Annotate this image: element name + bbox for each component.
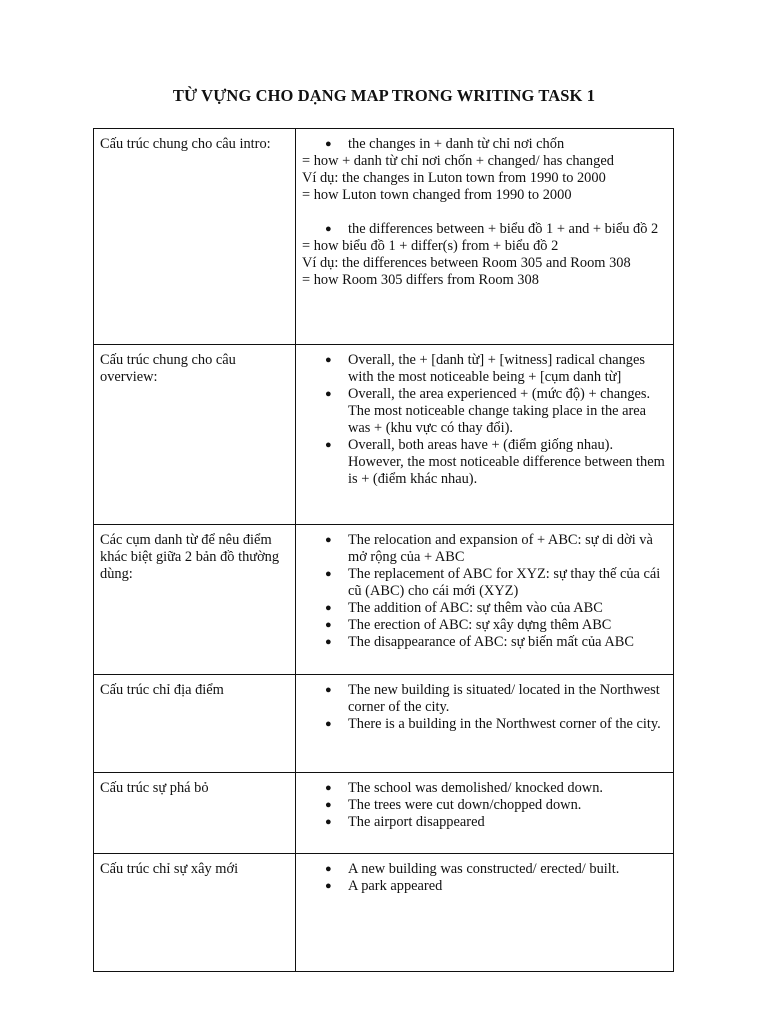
table-row — [94, 675, 674, 773]
list-item: ● The relocation and expansion of + ABC: sự di dời và mở rộng của + ABC — [302, 532, 667, 566]
row-label: Cấu trúc sự phá bỏ — [100, 780, 209, 796]
row-label: Cấu trúc chỉ sự xây mới — [100, 861, 239, 877]
list-item: ● The disappearance of ABC: sự biến mất của ABC — [302, 634, 667, 651]
list-item: ● Overall, the area experienced + (mức độ) + changes. The most noticeable change taking place in the area was + (khu vực có thay đổi). — [302, 386, 667, 437]
bullet-list — [302, 532, 667, 651]
list-item: ● The trees were cut down/chopped down. — [302, 797, 667, 814]
bullet-list — [302, 780, 667, 831]
row-content-cell — [296, 854, 674, 972]
row-label-cell — [94, 525, 296, 675]
table-row — [94, 345, 674, 525]
vocabulary-table — [93, 128, 674, 972]
list-item: ● A park appeared — [302, 878, 667, 895]
list-item: ● The airport disappeared — [302, 814, 667, 831]
bullet-list — [302, 136, 667, 153]
row-label: Cấu trúc chỉ địa điểm — [100, 682, 224, 698]
table-row — [94, 525, 674, 675]
row-content-cell — [296, 129, 674, 345]
bullet-list — [302, 861, 667, 895]
list-item: ● the changes in + danh từ chỉ nơi chốn — [302, 136, 667, 153]
row-label: Cấu trúc chung cho câu intro: — [100, 136, 271, 152]
text-line: = how Room 305 differs from Room 308 — [302, 272, 539, 288]
row-label: Các cụm danh từ để nêu điểm khác biệt giữa 2 bản đồ thường dùng: — [100, 532, 280, 582]
list-item: ● A new building was constructed/ erected/ built. — [302, 861, 667, 878]
row-content-cell — [296, 345, 674, 525]
row-label-cell — [94, 129, 296, 345]
row-label-cell — [94, 345, 296, 525]
row-content-cell — [296, 773, 674, 854]
table-row — [94, 773, 674, 854]
list-item: ● the differences between + biểu đồ 1 + and + biểu đồ 2 — [302, 221, 667, 238]
text-line: Ví dụ: the differences between Room 305 and Room 308 — [302, 255, 631, 271]
bullet-list — [302, 221, 667, 238]
row-content-cell — [296, 525, 674, 675]
table-row — [94, 854, 674, 972]
row-label-cell — [94, 854, 296, 972]
list-item: ● The school was demolished/ knocked down. — [302, 780, 667, 797]
list-item: ● The replacement of ABC for XYZ: sự thay thế của cái cũ (ABC) cho cái mới (XYZ) — [302, 566, 667, 600]
list-item: ● The new building is situated/ located in the Northwest corner of the city. — [302, 682, 667, 716]
text-line: Ví dụ: the changes in Luton town from 1990 to 2000 — [302, 170, 606, 186]
bullet-list — [302, 352, 667, 488]
list-item: ● There is a building in the Northwest corner of the city. — [302, 716, 667, 733]
table-row — [94, 129, 674, 345]
list-item: ● Overall, the + [danh từ] + [witness] radical changes with the most noticeable being + [cụm danh từ] — [302, 352, 667, 386]
text-line: = how + danh từ chỉ nơi chốn + changed/ has changed — [302, 153, 614, 169]
row-label-cell — [94, 773, 296, 854]
bullet-list — [302, 682, 667, 733]
text-line: = how biểu đồ 1 + differ(s) from + biểu đồ 2 — [302, 238, 559, 254]
row-content-cell — [296, 675, 674, 773]
text-line: = how Luton town changed from 1990 to 2000 — [302, 187, 572, 203]
list-item: ● The erection of ABC: sự xây dựng thêm ABC — [302, 617, 667, 634]
list-item: ● The addition of ABC: sự thêm vào của ABC — [302, 600, 667, 617]
row-label: Cấu trúc chung cho câu overview: — [100, 352, 236, 385]
spacer — [302, 204, 667, 221]
row-label-cell — [94, 675, 296, 773]
list-item: ● Overall, both areas have + (điểm giống nhau). However, the most noticeable difference between them is + (điểm khác nhau). — [302, 437, 667, 488]
document-title: TỪ VỰNG CHO DẠNG MAP TRONG WRITING TASK 1 — [172, 86, 596, 105]
